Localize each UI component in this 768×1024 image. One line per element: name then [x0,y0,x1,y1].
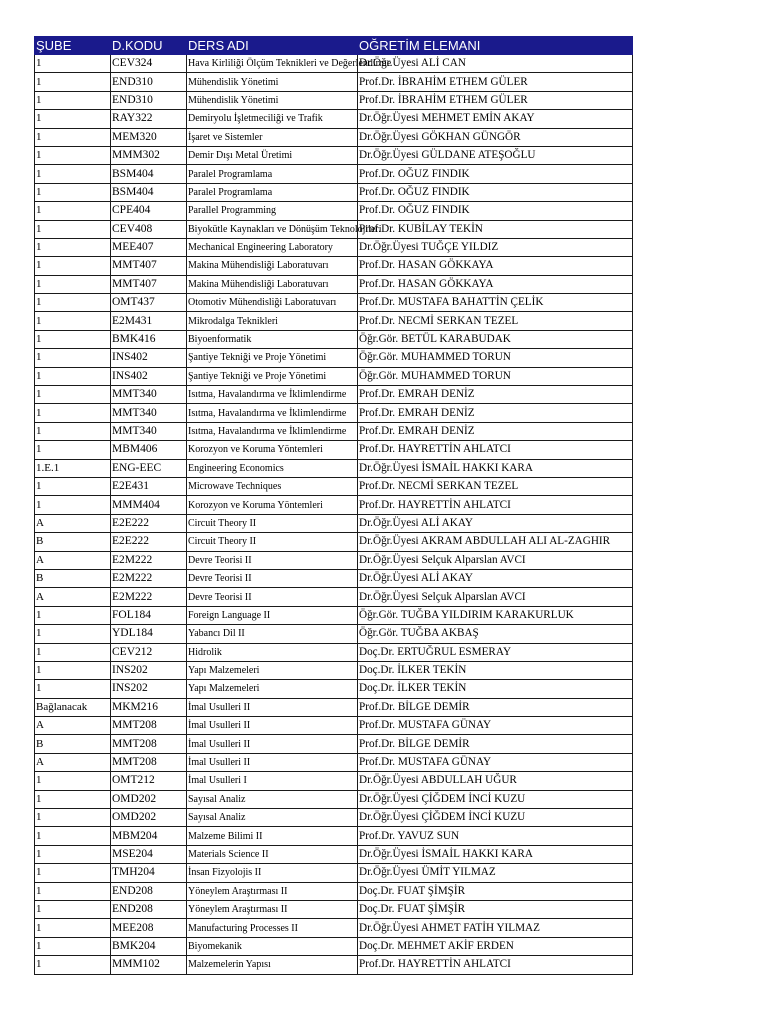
cell-kodu: MEE407 [111,238,187,256]
cell-sube: 1 [35,809,111,827]
table-row [35,937,633,955]
cell-ders: Şantiye Tekniği ve Proje Yönetimi [187,367,358,385]
cell-kodu: RAY322 [111,110,187,128]
table-row [35,91,633,109]
cell-ogretim: Prof.Dr. EMRAH DENİZ [358,386,633,404]
cell-ders: Makina Mühendisliği Laboratuvarı [187,275,358,293]
cell-ogretim: Prof.Dr. HAYRETTİN AHLATCI [358,496,633,514]
table-row [35,477,633,495]
cell-ders: Paralel Programlama [187,165,358,183]
header-kodu: D.KODU [111,37,187,55]
course-schedule-table [34,36,633,975]
cell-sube: 1 [35,275,111,293]
cell-kodu: MMT407 [111,257,187,275]
cell-ogretim: Öğr.Gör. TUĞBA YILDIRIM KARAKURLUK [358,606,633,624]
cell-sube: 1 [35,422,111,440]
cell-sube: 1 [35,220,111,238]
cell-kodu: INS402 [111,349,187,367]
cell-ders: Yapı Malzemeleri [187,661,358,679]
cell-sube: 1 [35,882,111,900]
cell-sube: Bağlanacak [35,698,111,716]
cell-sube: A [35,753,111,771]
table-row [35,441,633,459]
cell-ogretim: Prof.Dr. NECMİ SERKAN TEZEL [358,477,633,495]
cell-ogretim: Prof.Dr. OĞUZ FINDIK [358,183,633,201]
cell-sube: A [35,514,111,532]
cell-ogretim: Dr.Öğr.Üyesi Selçuk Alparslan AVCI [358,551,633,569]
table-row [35,643,633,661]
cell-ogretim: Prof.Dr. KUBİLAY TEKİN [358,220,633,238]
cell-kodu: ENG-EEC [111,459,187,477]
cell-kodu: MMT208 [111,753,187,771]
cell-ders: Malzemelerin Yapısı [187,956,358,974]
cell-ders: Biyoenformatik [187,330,358,348]
table-row [35,275,633,293]
table-row [35,845,633,863]
table-row [35,459,633,477]
cell-kodu: END310 [111,91,187,109]
cell-kodu: MBM204 [111,827,187,845]
cell-kodu: OMD202 [111,809,187,827]
table-row [35,422,633,440]
header-row [35,37,633,55]
cell-sube: 1 [35,404,111,422]
cell-ogretim: Öğr.Gör. BETÜL KARABUDAK [358,330,633,348]
table-row [35,404,633,422]
cell-kodu: E2M431 [111,312,187,330]
cell-ogretim: Prof.Dr. EMRAH DENİZ [358,404,633,422]
cell-ogretim: Prof.Dr. MUSTAFA GÜNAY [358,717,633,735]
cell-ogretim: Dr.Öğr.Üyesi İSMAİL HAKKI KARA [358,845,633,863]
cell-ogretim: Dr.Öğr.Üyesi GÜLDANE ATEŞOĞLU [358,146,633,164]
cell-kodu: CPE404 [111,202,187,220]
cell-ogretim: Dr.Öğr.Üyesi ABDULLAH UĞUR [358,772,633,790]
table-row [35,496,633,514]
cell-sube: 1 [35,386,111,404]
cell-kodu: CEV212 [111,643,187,661]
cell-sube: 1 [35,257,111,275]
cell-ders: Sayısal Analiz [187,809,358,827]
cell-ders: Yabancı Dil II [187,625,358,643]
cell-ders: İnsan Fizyolojis II [187,864,358,882]
cell-sube: 1 [35,238,111,256]
cell-sube: 1 [35,956,111,974]
cell-ogretim: Dr.Öğr.Üyesi İSMAİL HAKKI KARA [358,459,633,477]
cell-ders: İmal Usulleri I [187,772,358,790]
cell-ders: Mühendislik Yönetimi [187,73,358,91]
cell-ogretim: Doç.Dr. İLKER TEKİN [358,661,633,679]
cell-kodu: OMD202 [111,790,187,808]
cell-sube: B [35,735,111,753]
cell-sube: 1 [35,330,111,348]
table-row [35,753,633,771]
table-row [35,680,633,698]
table-body [35,55,633,975]
cell-kodu: END310 [111,73,187,91]
cell-sube: 1 [35,919,111,937]
table-row [35,110,633,128]
table-row [35,514,633,532]
cell-sube: 1.E.1 [35,459,111,477]
table-row [35,625,633,643]
cell-ogretim: Prof.Dr. MUSTAFA GÜNAY [358,753,633,771]
table-row [35,717,633,735]
cell-ogretim: Doç.Dr. FUAT ŞİMŞİR [358,900,633,918]
cell-ogretim: Prof.Dr. NECMİ SERKAN TEZEL [358,312,633,330]
cell-ogretim: Prof.Dr. OĞUZ FINDIK [358,202,633,220]
cell-ders: Isıtma, Havalandırma ve İklimlendirme [187,422,358,440]
cell-ders: Korozyon ve Koruma Yöntemleri [187,496,358,514]
cell-kodu: BMK416 [111,330,187,348]
cell-sube: 1 [35,937,111,955]
cell-ders: Otomotiv Mühendisliği Laboratuvarı [187,294,358,312]
cell-sube: 1 [35,294,111,312]
cell-ders: İşaret ve Sistemler [187,128,358,146]
table-row [35,294,633,312]
cell-sube: 1 [35,680,111,698]
cell-sube: 1 [35,790,111,808]
cell-kodu: MMT208 [111,717,187,735]
cell-ders: Manufacturing Processes II [187,919,358,937]
table-row [35,900,633,918]
cell-ogretim: Prof.Dr. İBRAHİM ETHEM GÜLER [358,91,633,109]
cell-sube: 1 [35,367,111,385]
table-row [35,698,633,716]
cell-ders: Parallel Programming [187,202,358,220]
table-row [35,551,633,569]
cell-ders: Paralel Programlama [187,183,358,201]
table-row [35,238,633,256]
cell-kodu: E2E222 [111,514,187,532]
cell-ogretim: Öğr.Gör. MUHAMMED TORUN [358,349,633,367]
cell-sube: A [35,551,111,569]
cell-ders: Demiryolu İşletmeciliği ve Trafik [187,110,358,128]
cell-ders: Mechanical Engineering Laboratory [187,238,358,256]
cell-sube: 1 [35,349,111,367]
cell-kodu: FOL184 [111,606,187,624]
cell-kodu: CEV408 [111,220,187,238]
cell-kodu: MBM406 [111,441,187,459]
cell-sube: 1 [35,312,111,330]
table-row [35,588,633,606]
cell-kodu: MMT208 [111,735,187,753]
cell-ogretim: Prof.Dr. BİLGE DEMİR [358,698,633,716]
table-row [35,312,633,330]
cell-kodu: BMK204 [111,937,187,955]
cell-ders: İmal Usulleri II [187,698,358,716]
cell-ders: Devre Teorisi II [187,569,358,587]
cell-ders: Biyomekanik [187,937,358,955]
header-ogretim: OĞRETİM ELEMANI [358,37,633,55]
cell-ogretim: Dr.Öğr.Üyesi MEHMET EMİN AKAY [358,110,633,128]
cell-sube: 1 [35,625,111,643]
cell-ders: Mühendislik Yönetimi [187,91,358,109]
table-row [35,220,633,238]
cell-sube: 1 [35,606,111,624]
table-row [35,330,633,348]
cell-ogretim: Öğr.Gör. MUHAMMED TORUN [358,367,633,385]
cell-sube: 1 [35,827,111,845]
cell-ogretim: Dr.Öğr.Üyesi ÜMİT YILMAZ [358,864,633,882]
cell-sube: 1 [35,128,111,146]
cell-sube: A [35,588,111,606]
table-row [35,956,633,974]
cell-sube: 1 [35,202,111,220]
table-row [35,790,633,808]
cell-sube: 1 [35,845,111,863]
cell-ders: Demir Dışı Metal Üretimi [187,146,358,164]
cell-sube: A [35,717,111,735]
table-row [35,165,633,183]
header-sube: ŞUBE [35,37,111,55]
cell-ogretim: Doç.Dr. ERTUĞRUL ESMERAY [358,643,633,661]
table-row [35,349,633,367]
cell-sube: B [35,533,111,551]
cell-kodu: MSE204 [111,845,187,863]
cell-sube: 1 [35,661,111,679]
cell-ders: Mikrodalga Teknikleri [187,312,358,330]
table-row [35,73,633,91]
table-row [35,661,633,679]
cell-ders: Yöneylem Araştırması II [187,900,358,918]
cell-sube: B [35,569,111,587]
cell-ders: Engineering Economics [187,459,358,477]
table-row [35,919,633,937]
table-row [35,606,633,624]
table-row [35,735,633,753]
cell-kodu: OMT437 [111,294,187,312]
cell-ders: Malzeme Bilimi II [187,827,358,845]
cell-ogretim: Doç.Dr. MEHMET AKİF ERDEN [358,937,633,955]
cell-kodu: MMT340 [111,386,187,404]
cell-ders: Isıtma, Havalandırma ve İklimlendirme [187,386,358,404]
cell-kodu: MMM102 [111,956,187,974]
cell-ogretim: Prof.Dr. HASAN GÖKKAYA [358,275,633,293]
table-row [35,257,633,275]
cell-ogretim: Dr.Öğr.Üyesi GÖKHAN GÜNGÖR [358,128,633,146]
cell-ogretim: Prof.Dr. OĞUZ FINDIK [358,165,633,183]
table-row [35,146,633,164]
cell-ders: İmal Usulleri II [187,717,358,735]
cell-sube: 1 [35,477,111,495]
cell-ogretim: Dr.Öğr.Üyesi AKRAM ABDULLAH ALI AL-ZAGHIR [358,533,633,551]
table-row [35,128,633,146]
cell-sube: 1 [35,73,111,91]
cell-sube: 1 [35,441,111,459]
cell-ogretim: Prof.Dr. YAVUZ SUN [358,827,633,845]
cell-ders: Devre Teorisi II [187,588,358,606]
cell-kodu: E2M222 [111,551,187,569]
table-row [35,386,633,404]
cell-kodu: INS202 [111,661,187,679]
cell-ogretim: Prof.Dr. HASAN GÖKKAYA [358,257,633,275]
cell-sube: 1 [35,772,111,790]
cell-ogretim: Prof.Dr. EMRAH DENİZ [358,422,633,440]
cell-ogretim: Dr.Öğr.Üyesi ÇİĞDEM İNCİ KUZU [358,809,633,827]
cell-ogretim: Doç.Dr. İLKER TEKİN [358,680,633,698]
cell-ders: Isıtma, Havalandırma ve İklimlendirme [187,404,358,422]
cell-ogretim: Dr.Öğr.Üyesi AHMET FATİH YILMAZ [358,919,633,937]
cell-ders: Circuit Theory II [187,514,358,532]
cell-sube: 1 [35,900,111,918]
cell-ders: Korozyon ve Koruma Yöntemleri [187,441,358,459]
cell-ogretim: Doç.Dr. FUAT ŞİMŞİR [358,882,633,900]
cell-ogretim: Prof.Dr. İBRAHİM ETHEM GÜLER [358,73,633,91]
table-row [35,569,633,587]
cell-kodu: MMT340 [111,404,187,422]
table-row [35,809,633,827]
cell-ogretim: Prof.Dr. MUSTAFA BAHATTİN ÇELİK [358,294,633,312]
cell-ders: Circuit Theory II [187,533,358,551]
cell-ders: Yöneylem Araştırması II [187,882,358,900]
cell-kodu: YDL184 [111,625,187,643]
cell-kodu: MEE208 [111,919,187,937]
table-row [35,772,633,790]
cell-sube: 1 [35,643,111,661]
table-row [35,183,633,201]
cell-ders: Biyokütle Kaynakları ve Dönüşüm Teknolojileri [187,220,358,238]
cell-kodu: MMT340 [111,422,187,440]
cell-ogretim: Dr.Öğr.Üyesi ALİ AKAY [358,569,633,587]
cell-kodu: INS202 [111,680,187,698]
cell-sube: 1 [35,91,111,109]
cell-ogretim: Dr.Öğr.Üyesi ALİ AKAY [358,514,633,532]
cell-ders: Makina Mühendisliği Laboratuvarı [187,257,358,275]
cell-kodu: MMM404 [111,496,187,514]
cell-ogretim: Prof.Dr. HAYRETTİN AHLATCI [358,441,633,459]
cell-kodu: BSM404 [111,183,187,201]
cell-ogretim: Dr.Öğr.Üyesi ALİ CAN [358,55,633,73]
cell-sube: 1 [35,55,111,73]
cell-ders: Hava Kirliliği Ölçüm Teknikleri ve Değerlendirme [187,55,358,73]
cell-sube: 1 [35,496,111,514]
cell-ogretim: Öğr.Gör. TUĞBA AKBAŞ [358,625,633,643]
table-row [35,827,633,845]
cell-kodu: MKM216 [111,698,187,716]
cell-ders: Materials Science II [187,845,358,863]
cell-kodu: END208 [111,882,187,900]
cell-sube: 1 [35,864,111,882]
cell-ders: İmal Usulleri II [187,753,358,771]
cell-ders: Microwave Techniques [187,477,358,495]
cell-kodu: END208 [111,900,187,918]
cell-kodu: OMT212 [111,772,187,790]
table-row [35,882,633,900]
cell-kodu: MEM320 [111,128,187,146]
cell-kodu: INS402 [111,367,187,385]
cell-ogretim: Prof.Dr. HAYRETTİN AHLATCI [358,956,633,974]
cell-ogretim: Prof.Dr. BİLGE DEMİR [358,735,633,753]
cell-kodu: MMT407 [111,275,187,293]
cell-kodu: BSM404 [111,165,187,183]
cell-ders: Hidrolik [187,643,358,661]
cell-ogretim: Dr.Öğr.Üyesi TUĞÇE YILDIZ [358,238,633,256]
cell-kodu: E2E222 [111,533,187,551]
table-row [35,367,633,385]
cell-sube: 1 [35,165,111,183]
cell-kodu: E2E431 [111,477,187,495]
header-ders: DERS ADI [187,37,358,55]
cell-sube: 1 [35,146,111,164]
cell-ders: Şantiye Tekniği ve Proje Yönetimi [187,349,358,367]
cell-kodu: E2M222 [111,588,187,606]
cell-sube: 1 [35,183,111,201]
cell-sube: 1 [35,110,111,128]
table-row [35,55,633,73]
cell-ogretim: Dr.Öğr.Üyesi ÇİĞDEM İNCİ KUZU [358,790,633,808]
cell-ders: Devre Teorisi II [187,551,358,569]
cell-ders: İmal Usulleri II [187,735,358,753]
cell-ogretim: Dr.Öğr.Üyesi Selçuk Alparslan AVCI [358,588,633,606]
cell-kodu: E2M222 [111,569,187,587]
table-row [35,864,633,882]
table-row [35,533,633,551]
cell-ders: Yapı Malzemeleri [187,680,358,698]
cell-kodu: CEV324 [111,55,187,73]
cell-ders: Foreign Language II [187,606,358,624]
cell-ders: Sayısal Analiz [187,790,358,808]
cell-kodu: TMH204 [111,864,187,882]
table-row [35,202,633,220]
cell-kodu: MMM302 [111,146,187,164]
